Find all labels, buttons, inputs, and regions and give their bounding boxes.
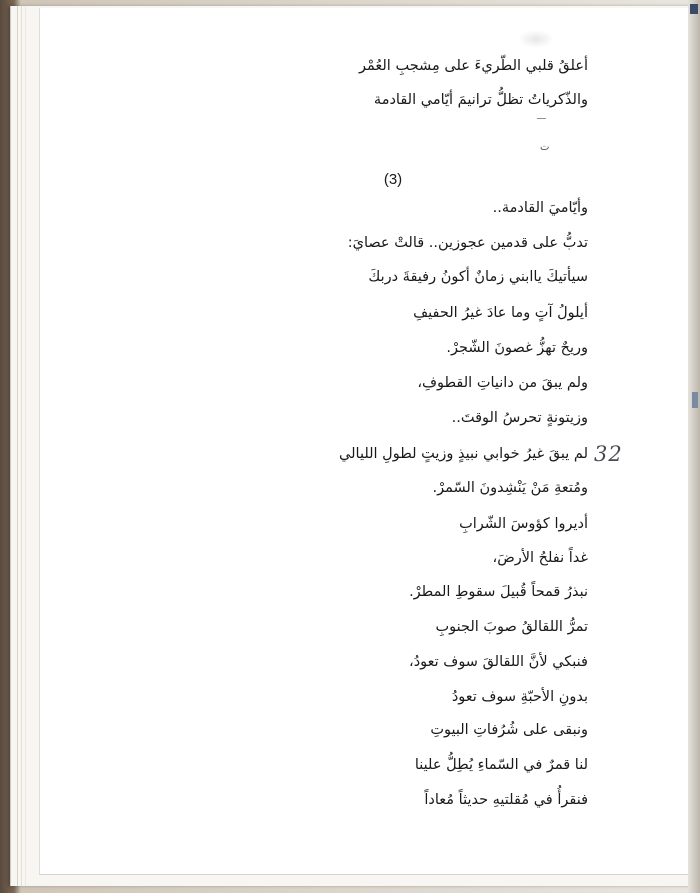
poem-line: وريحٌ تهزُّ غصونَ الشّجرْ.: [446, 340, 588, 356]
page-edge: [25, 6, 26, 886]
section-number: (3): [383, 171, 403, 188]
poem-line: والذّكرياتُ تظلُّ ترانيمَ أيّامي القادمة: [373, 92, 588, 108]
poem-line: لنا قمرٌ في السّماءِ يُطِلُّ علينا: [414, 757, 588, 773]
page-edge: [21, 6, 22, 886]
poem-line: فنبكي لأنَّ اللقالقَ سوف تعودُ،: [409, 654, 588, 670]
poem-line: أعلقُ قلبي الطّريءَ على مِشجبِ العُمْر: [359, 58, 588, 74]
page-edge: [17, 6, 18, 886]
poem-line: ونبقى على شُرُفاتِ البيوتِ: [430, 722, 588, 738]
poem-line: فنقرأُ في مُقلتيهِ حديثاً مُعاداً: [424, 792, 588, 808]
poem-line: وأيّاميَ القادمة..: [492, 200, 588, 216]
poem-line: ومُتعةِ مَنْ يَنْشِدونَ السّمرْ.: [432, 480, 588, 496]
poem-line: تمرُّ اللقالقُ صوبَ الجنوبِ: [435, 619, 588, 635]
poem-line: بدونِ الأحبّةِ سوف تعودُ: [451, 689, 588, 705]
poem-line: سيأتيكَ ياابني زمانٌ أكونُ رفيقةَ دربكَ: [368, 269, 588, 285]
poem-line: وزيتونةٍ تحرسُ الوقتَ..: [451, 410, 588, 426]
handwritten-page-number: 32: [594, 442, 623, 466]
binder-tab: [692, 392, 698, 408]
poem-line: ولم يبقَ من دانياتِ القطوفِ،: [417, 375, 588, 391]
poem-line: نبذرُ قمحاً قُبيلَ سقوطِ المطرْ.: [409, 584, 588, 600]
stray-mark: ت: [540, 142, 550, 153]
poem-line: أيلولُ آتٍ وما عادَ غيرُ الحفيفِ: [413, 305, 588, 321]
poem-line: أديروا كؤوسَ الشّرابِ: [459, 516, 588, 532]
binder-tab: [690, 4, 698, 14]
poem-line: لم يبقَ غيرُ خوابي نبيذٍ وزيتٍ لطولِ الليالي: [339, 446, 588, 462]
poem-line: تدبُّ على قدمين عجوزين.. قالتْ عصايَ:: [347, 235, 588, 251]
stray-mark: ـــ: [537, 111, 546, 122]
poem-line: غداً نفلحُ الأرضَ،: [492, 550, 588, 566]
binder-edge: [688, 0, 700, 893]
scan-smudge: [518, 30, 554, 48]
